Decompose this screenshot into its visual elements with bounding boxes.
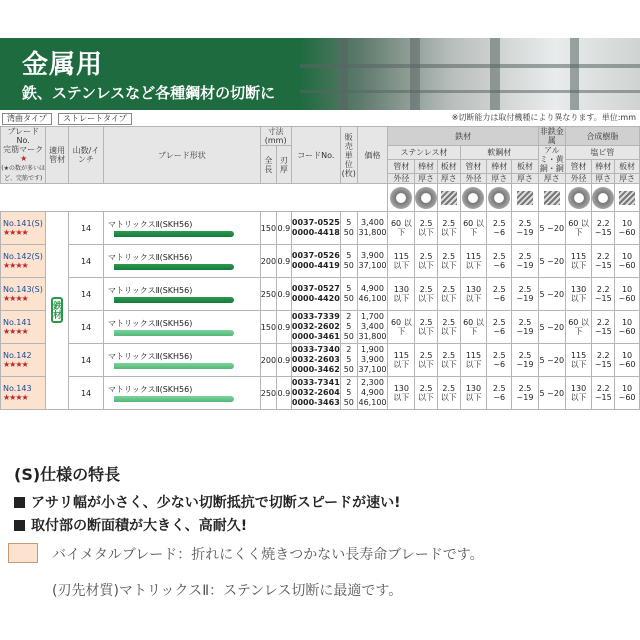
col-length: 全長 xyxy=(260,146,276,184)
sub-thick: 厚さ xyxy=(615,174,640,184)
sub-bar: 棒材 xyxy=(415,160,438,174)
capacity-cell: 2.2 ~15 xyxy=(592,311,615,344)
tab-straight[interactable]: ストレートタイプ xyxy=(58,113,132,125)
teeth-cell: 14 xyxy=(69,311,104,344)
pipe-section-icon xyxy=(462,187,484,209)
rating-stars: ★★★★ xyxy=(3,261,28,270)
sub-bar: 棒材 xyxy=(487,160,512,174)
length-cell: 250 xyxy=(260,377,276,410)
capacity-cell: 5 ~20 xyxy=(538,377,565,410)
sub-thick: 厚さ xyxy=(415,174,438,184)
code-cell: 0037-0526 0000-4419 xyxy=(291,245,340,278)
capacity-cell: 5 ~20 xyxy=(538,311,565,344)
blade-no-cell: No.141(S) ★★★★ xyxy=(1,212,46,245)
capacity-cell: 10 ~60 xyxy=(615,311,640,344)
capacity-cell: 10 ~60 xyxy=(615,377,640,410)
col-synthetic: 合成樹脂 xyxy=(565,127,639,146)
bar-section-icon xyxy=(488,187,510,209)
capacity-cell: 2.5 ~19 xyxy=(512,278,539,311)
square-bullet-icon xyxy=(14,497,25,508)
capacity-cell: 10 ~60 xyxy=(615,245,640,278)
capacity-cell: 60 以下 xyxy=(460,212,487,245)
blade-shape-cell: マトリックスⅡ(SKH56) xyxy=(104,344,261,377)
plate-section-icon xyxy=(441,191,457,205)
tab-curved[interactable]: 湾曲タイプ xyxy=(2,113,52,125)
price-cell: 3,400 31,800 xyxy=(357,212,388,245)
capacity-cell: 2.5 以下 xyxy=(437,278,460,311)
blade-shape-cell: マトリックスⅡ(SKH56) xyxy=(104,278,261,311)
code-cell: 0037-0525 0000-4418 xyxy=(291,212,340,245)
col-blade-no: ブレードNo. 完筋マーク ★ (★の数が多いほど、完筋です) xyxy=(1,127,46,182)
unit-cell: 2 5 50 xyxy=(341,344,357,377)
price-cell: 4,900 46,100 xyxy=(357,278,388,311)
blade-shape-cell: マトリックスⅡ(SKH56) xyxy=(104,311,261,344)
capacity-cell: 60 以下 xyxy=(388,212,415,245)
sub-pipe: 管材 xyxy=(565,160,592,174)
sub-outer: 外径 xyxy=(388,174,415,184)
blade-no-cell: No.143(S) ★★★★ xyxy=(1,278,46,311)
capacity-cell: 2.5 以下 xyxy=(415,311,438,344)
table-row xyxy=(1,278,640,311)
capacity-cell: 2.2 ~15 xyxy=(592,245,615,278)
capacity-cell: 60 以下 xyxy=(460,311,487,344)
teeth-cell: 14 xyxy=(69,245,104,278)
blade-no-cell: No.141 ★★★★ xyxy=(1,311,46,344)
table-row xyxy=(1,344,640,377)
capacity-cell: 5 ~20 xyxy=(538,344,565,377)
legend-text: バイメタルブレード：折れにくく焼きつかない長寿命ブレードです。 xyxy=(52,547,484,563)
capacity-cell: 115 以下 xyxy=(565,245,592,278)
thickness-cell: 0.9 xyxy=(277,377,291,410)
col-pvc: 塩ビ管 xyxy=(565,146,639,160)
code-cell: 0033-7341 0032-2604 0000-3463 xyxy=(291,377,340,410)
col-thickness: 刃厚 xyxy=(277,146,291,184)
length-cell: 150 xyxy=(260,212,276,245)
capacity-cell: 2.5 以下 xyxy=(415,377,438,410)
capacity-cell: 2.5 以下 xyxy=(437,377,460,410)
blade-image xyxy=(114,330,234,336)
teeth-cell: 14 xyxy=(69,344,104,377)
sub-thick: 厚さ xyxy=(437,174,460,184)
pipe-section-icon xyxy=(390,187,412,209)
capacity-cell: 2.5 ~6 xyxy=(487,212,512,245)
unit-cell: 5 50 xyxy=(341,212,357,245)
capacity-cell: 2.5 ~19 xyxy=(512,311,539,344)
blade-image xyxy=(114,396,234,402)
blade-image xyxy=(114,297,234,303)
table-row xyxy=(1,245,640,278)
capacity-cell: 115 以下 xyxy=(565,344,592,377)
sub-thick: 厚さ xyxy=(487,174,512,184)
col-material: 適用管材 xyxy=(46,127,69,184)
price-cell: 3,900 37,100 xyxy=(357,245,388,278)
square-bullet-icon xyxy=(14,520,25,531)
capacity-cell: 10 ~60 xyxy=(615,344,640,377)
blade-no-cell: No.143 ★★★★ xyxy=(1,377,46,410)
col-shape: ブレード形状 xyxy=(104,127,261,184)
cross-section-row xyxy=(1,184,640,212)
capacity-cell: 2.2 ~15 xyxy=(592,377,615,410)
thickness-cell: 0.9 xyxy=(277,344,291,377)
table-row xyxy=(1,212,640,245)
blade-image xyxy=(114,231,234,237)
bar-section-icon xyxy=(415,187,437,209)
capacity-cell: 115 以下 xyxy=(460,245,487,278)
blade-shape-cell: マトリックスⅡ(SKH56) xyxy=(104,245,261,278)
feature-item: 取付部の断面積が大きく、高耐久! xyxy=(14,515,247,535)
thickness-cell: 0.9 xyxy=(277,278,291,311)
capacity-cell: 130 以下 xyxy=(460,278,487,311)
capacity-cell: 60 以下 xyxy=(565,212,592,245)
sub-bar: 棒材 xyxy=(592,160,615,174)
capacity-cell: 2.5 ~19 xyxy=(512,344,539,377)
capacity-cell: 10 ~60 xyxy=(615,278,640,311)
code-cell: 0033-7339 0032-2602 0000-3461 xyxy=(291,311,340,344)
feature-item: アサリ幅が小さく、少ない切断抵抗で切断スピードが速い! xyxy=(14,492,401,512)
rating-stars: ★★★★ xyxy=(3,393,28,402)
code-cell: 0033-7340 0032-2603 0000-3462 xyxy=(291,344,340,377)
material-cell xyxy=(46,212,69,410)
price-cell: 1,900 3,900 37,100 xyxy=(357,344,388,377)
features-title: (S)仕様の特長 xyxy=(14,465,121,484)
length-cell: 150 xyxy=(260,311,276,344)
col-stainless: ステンレス材 xyxy=(388,146,460,160)
teeth-cell: 14 xyxy=(69,377,104,410)
length-cell: 200 xyxy=(260,344,276,377)
capacity-cell: 10 ~60 xyxy=(615,212,640,245)
capacity-cell: 2.5 ~6 xyxy=(487,245,512,278)
sub-thick: 厚さ xyxy=(512,174,539,184)
capacity-cell: 2.5 ~6 xyxy=(487,278,512,311)
plate-section-icon xyxy=(544,191,560,205)
blade-image xyxy=(114,363,234,369)
unit-cell: 2 5 50 xyxy=(341,377,357,410)
col-price: 価格 xyxy=(357,127,388,184)
capacity-cell: 130 以下 xyxy=(388,278,415,311)
thickness-cell: 0.9 xyxy=(277,245,291,278)
unit-cell: 2 5 50 xyxy=(341,311,357,344)
page-subtitle: 鉄、ステンレスなど各種鋼材の切断に xyxy=(22,84,276,102)
sub-outer: 外径 xyxy=(565,174,592,184)
capacity-cell: 130 以下 xyxy=(388,377,415,410)
unit-cell: 5 50 xyxy=(341,278,357,311)
capacity-cell: 2.5 以下 xyxy=(415,212,438,245)
capacity-cell: 2.5 以下 xyxy=(415,278,438,311)
col-code: コードNo. xyxy=(291,127,340,184)
rating-stars: ★★★★ xyxy=(3,228,28,237)
blade-shape-cell: マトリックスⅡ(SKH56) xyxy=(104,212,261,245)
col-unit: 販売単位(枚) xyxy=(341,127,357,184)
capacity-cell: 2.5 以下 xyxy=(437,212,460,245)
teeth-cell: 14 xyxy=(69,278,104,311)
page-title: 金属用 xyxy=(22,50,104,80)
spec-table xyxy=(0,126,640,410)
blade-image xyxy=(114,264,234,270)
teeth-cell: 14 xyxy=(69,212,104,245)
capacity-cell: 5 ~20 xyxy=(538,278,565,311)
sub-thick: 厚さ xyxy=(592,174,615,184)
blade-shape-cell: マトリックスⅡ(SKH56) xyxy=(104,377,261,410)
capacity-cell: 2.5 ~19 xyxy=(512,212,539,245)
capacity-cell: 130 以下 xyxy=(565,278,592,311)
table-row xyxy=(1,377,640,410)
bar-section-icon xyxy=(592,187,614,209)
header-banner xyxy=(0,38,640,110)
sub-thick: 厚さ xyxy=(538,174,565,184)
capacity-cell: 2.5 以下 xyxy=(437,245,460,278)
col-nonferrous: 非鉄金属 xyxy=(539,127,564,145)
capacity-cell: 2.5 以下 xyxy=(437,344,460,377)
capacity-cell: 60 以下 xyxy=(565,311,592,344)
capacity-cell: 2.5 以下 xyxy=(415,245,438,278)
pipe-section-icon xyxy=(568,187,590,209)
sub-pipe: 管材 xyxy=(460,160,487,174)
table-row xyxy=(1,311,640,344)
capacity-cell: 2.5 以下 xyxy=(437,311,460,344)
table-body xyxy=(1,212,640,410)
capacity-cell: 2.2 ~15 xyxy=(592,212,615,245)
length-cell: 250 xyxy=(260,278,276,311)
price-cell: 2,300 4,900 46,100 xyxy=(357,377,388,410)
col-alumi: アルミ・黄銅・銅 xyxy=(539,146,564,173)
capacity-cell: 2.5 ~19 xyxy=(512,377,539,410)
col-size: 寸法(mm) xyxy=(260,127,291,146)
capacity-cell: 2.2 ~15 xyxy=(592,278,615,311)
iron-material-icon: 鉄材 xyxy=(51,297,63,323)
capacity-cell: 2.5 ~6 xyxy=(487,311,512,344)
sub-plate: 板材 xyxy=(512,160,539,174)
thickness-cell: 0.9 xyxy=(277,212,291,245)
price-cell: 1,700 3,400 31,800 xyxy=(357,311,388,344)
capacity-cell: 115 以下 xyxy=(388,344,415,377)
unit-note: ※切断能力は取付機種により異なります。単位:mm xyxy=(451,113,636,122)
blade-no-cell: No.142 ★★★★ xyxy=(1,344,46,377)
blade-no-cell: No.142(S) ★★★★ xyxy=(1,245,46,278)
col-iron: 鉄材 xyxy=(388,127,538,146)
sub-plate: 板材 xyxy=(437,160,460,174)
thickness-cell: 0.9 xyxy=(277,311,291,344)
capacity-cell: 2.5 ~6 xyxy=(487,344,512,377)
col-mild: 軟鋼材 xyxy=(460,146,538,160)
capacity-cell: 115 以下 xyxy=(460,344,487,377)
length-cell: 200 xyxy=(260,245,276,278)
capacity-cell: 115 以下 xyxy=(388,245,415,278)
plate-section-icon xyxy=(517,191,533,205)
sub-pipe: 管材 xyxy=(388,160,415,174)
capacity-cell: 5 ~20 xyxy=(538,212,565,245)
capacity-cell: 2.5 以下 xyxy=(415,344,438,377)
rating-stars: ★★★★ xyxy=(3,294,28,303)
rating-stars: ★★★★ xyxy=(3,360,28,369)
capacity-cell: 2.2 ~15 xyxy=(592,344,615,377)
rating-stars: ★★★★ xyxy=(3,327,28,336)
capacity-cell: 2.5 ~19 xyxy=(512,245,539,278)
banner-photo xyxy=(300,38,640,110)
capacity-cell: 2.5 ~6 xyxy=(487,377,512,410)
capacity-cell: 130 以下 xyxy=(565,377,592,410)
col-teeth: 山数/インチ xyxy=(69,127,104,184)
unit-cell: 5 50 xyxy=(341,245,357,278)
legend-swatch xyxy=(8,543,38,563)
sub-plate: 板材 xyxy=(615,160,640,174)
code-cell: 0037-0527 0000-4420 xyxy=(291,278,340,311)
capacity-cell: 5 ~20 xyxy=(538,245,565,278)
capacity-cell: 60 以下 xyxy=(388,311,415,344)
plate-section-icon xyxy=(619,191,635,205)
capacity-cell: 130 以下 xyxy=(460,377,487,410)
sub-outer: 外径 xyxy=(460,174,487,184)
legend-text-material: (刃先材質)マトリックスⅡ：ステンレス切断に最適です。 xyxy=(52,583,403,599)
